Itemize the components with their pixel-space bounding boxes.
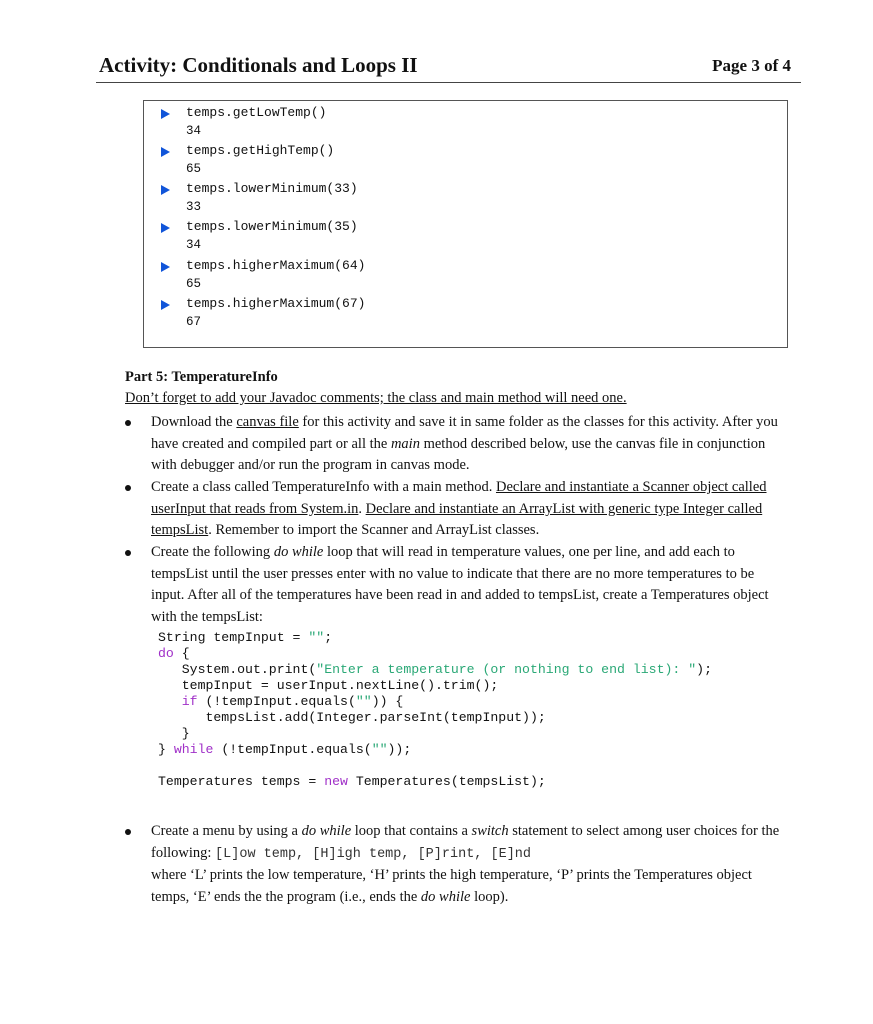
interaction-command: temps.lowerMinimum(33)	[186, 181, 358, 196]
code-line: if (!tempInput.equals("")) {	[181, 694, 404, 709]
interaction-command: temps.lowerMinimum(35)	[186, 219, 358, 234]
interaction-command: temps.getLowTemp()	[186, 105, 327, 120]
interaction-output: 67	[186, 315, 202, 329]
play-arrow-icon	[161, 262, 170, 272]
bullet-icon	[125, 550, 131, 556]
bullet-icon	[125, 829, 131, 835]
code-line: tempInput = userInput.nextLine().trim();	[158, 678, 499, 693]
code-line: System.out.print("Enter a temperature (or nothing to end list): ");	[158, 662, 712, 677]
code-line: } while (!tempInput.equals(""));	[158, 742, 412, 757]
interaction-command: temps.getHighTemp()	[186, 143, 335, 158]
interaction-output: 65	[186, 277, 202, 291]
javadoc-note: Don’t forget to add your Javadoc comments; the class and main method will need one.	[125, 390, 627, 406]
bullet-do-while: Create the following do while loop that will read in temperature values, one per line, and add each to tempsList until the user presses enter with no value to indicate that there are no more temperatures to be input. After all of the temperatures have been read in and added to tempsList, create a Temperatures object with the tempsList:	[151, 544, 769, 626]
interaction-command: temps.higherMaximum(64)	[186, 258, 366, 273]
code-line: Temperatures temps = new Temperatures(tempsList);	[158, 774, 546, 789]
bullet-icon	[125, 485, 131, 491]
bullet-create-class: Create a class called TemperatureInfo with a main method. Declare and instantiate a Scanner object called userInput that reads from System.in. Declare and instantiate an ArrayList with generic type Integer called tempsList. Remember to import the Scanner and ArrayList classes.	[151, 479, 767, 539]
section-heading: Part 5: TemperatureInfo	[125, 369, 278, 385]
bullet-menu: Create a menu by using a do while loop that contains a switch statement to select among user choices for the following: [L]ow temp, [H]igh temp, [P]rint, [E]nd where ‘L’ prints the low temperature, ‘H’ prints the high temperature, ‘P’ prints the Temperatures object temps, ‘E’ ends the the program (i.e., ends the do while loop).	[151, 823, 780, 906]
interaction-output: 34	[186, 124, 202, 138]
interaction-output: 33	[186, 200, 202, 214]
document-title: Activity: Conditionals and Loops II	[99, 53, 418, 77]
bullet-download: Download the canvas file for this activity and save it in same folder as the classes for this activity. After you have created and compiled part or all the main method described below, use the canvas file in conjunction with debugger and/or run the program in canvas mode.	[151, 414, 778, 474]
play-arrow-icon	[161, 185, 170, 195]
play-arrow-icon	[161, 109, 170, 119]
interaction-output: 34	[186, 238, 202, 252]
play-arrow-icon	[161, 300, 170, 310]
interaction-output: 65	[186, 162, 202, 176]
canvas-file-link[interactable]: canvas file	[236, 414, 299, 430]
interactions-box	[143, 100, 788, 348]
code-line: String tempInput = "";	[158, 630, 333, 645]
interaction-command: temps.higherMaximum(67)	[186, 296, 366, 311]
bullet-icon	[125, 420, 131, 426]
code-line: do {	[158, 646, 190, 661]
play-arrow-icon	[161, 223, 170, 233]
header-divider	[96, 82, 801, 83]
page-number: Page 3 of 4	[712, 56, 791, 75]
code-line: tempsList.add(Integer.parseInt(tempInput));	[158, 710, 546, 725]
code-line: }	[158, 726, 190, 741]
play-arrow-icon	[161, 147, 170, 157]
